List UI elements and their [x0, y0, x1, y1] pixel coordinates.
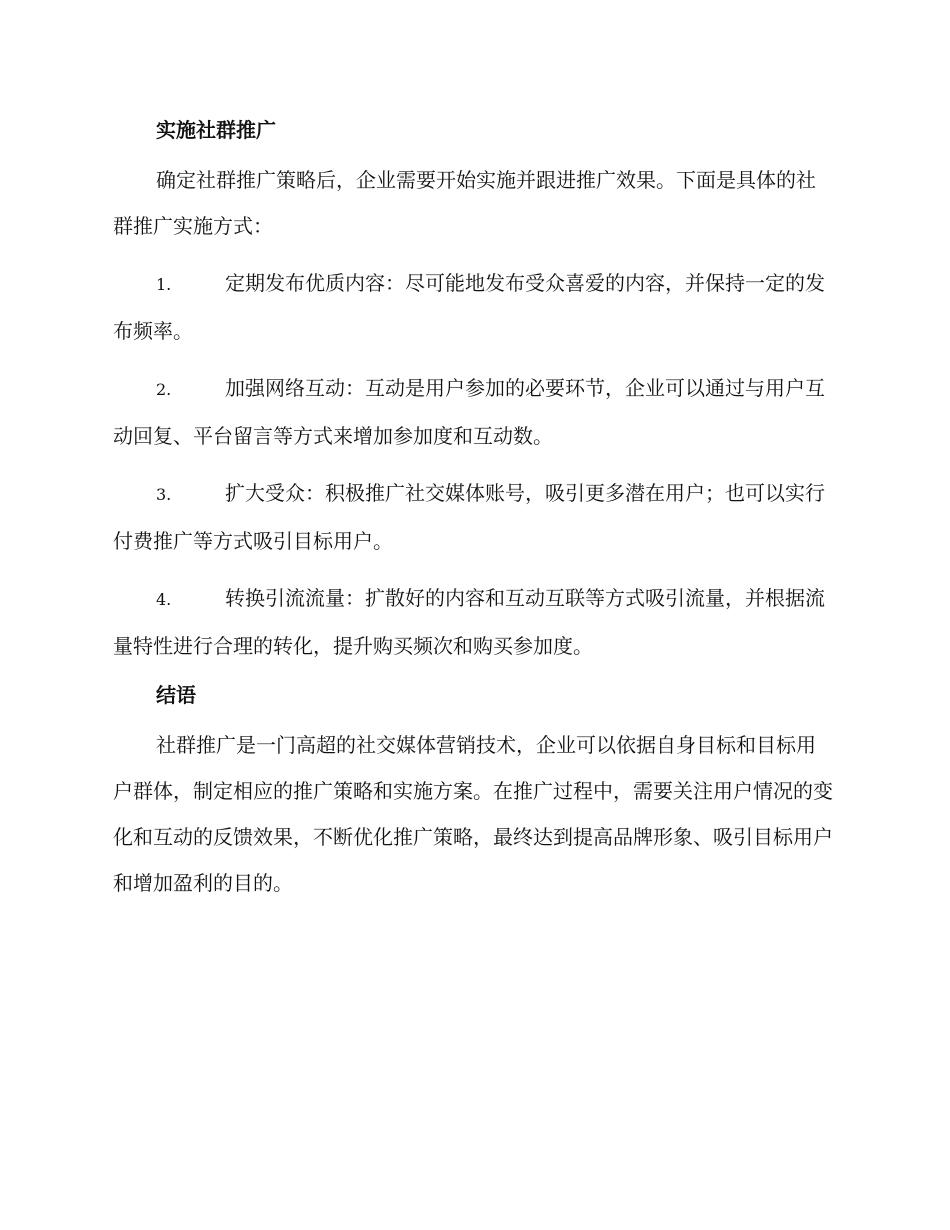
- conclusion-paragraph: 社群推广是一门高超的社交媒体营销技术，企业可以依据自身目标和目标用户群体，制定相应的推广策略和实施方案。在推广过程中，需要关注用户情况的变化和互动的反馈效果，不断优化推广策略，最终达到提高品牌形象、吸引目标用户和增加盈利的目的。: [113, 733, 833, 895]
- list-number: 1.: [156, 275, 172, 294]
- list-item-3: [113, 470, 835, 564]
- list-item-text: 定期发布优质内容：尽可能地发布受众喜爱的内容，并保持一定的发布频率。: [113, 271, 825, 343]
- list-item-text: 转换引流流量：扩散好的内容和互动互联等方式吸引流量，并根据流量特性进行合理的转化，提升购买频次和购买参加度。: [113, 586, 825, 658]
- list-item-2: [113, 365, 835, 459]
- list-number: 2.: [156, 380, 172, 399]
- list-number: 3.: [156, 485, 172, 504]
- list-number: 4.: [156, 590, 172, 609]
- intro-paragraph: 确定社群推广策略后，企业需要开始实施并跟进推广效果。下面是具体的社群推广实施方式：: [113, 168, 816, 238]
- list-item-text: 加强网络互动：互动是用户参加的必要环节，企业可以通过与用户互动回复、平台留言等方式来增加参加度和互动数。: [113, 376, 825, 448]
- list-item-1: [113, 260, 835, 354]
- document-content: [113, 110, 835, 906]
- section-heading-conclusion: 结语: [156, 683, 196, 707]
- list-item-text: 扩大受众：积极推广社交媒体账号，吸引更多潜在用户；也可以实行付费推广等方式吸引目标用户。: [113, 481, 825, 553]
- section-heading-implementation: 实施社群推广: [156, 118, 276, 142]
- list-item-4: [113, 575, 835, 669]
